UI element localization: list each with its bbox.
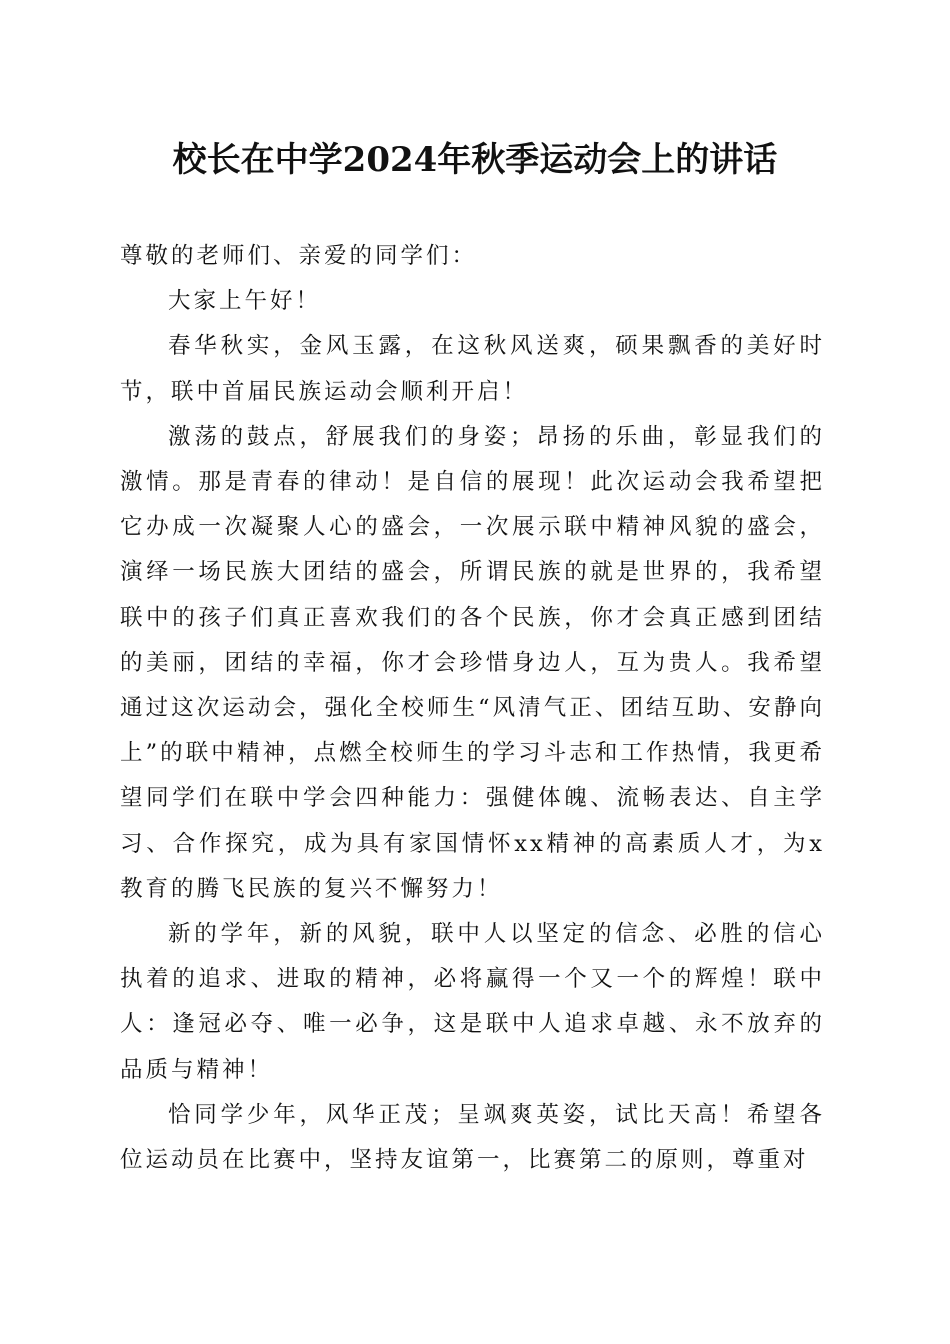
paragraph-greeting: 大家上午好！ — [168, 288, 322, 315]
paragraph-opening: 春华秋实，金风玉露，在这秋风送爽，硕果飘香的美好时节，联中首届民族运动会顺利开启！ — [120, 333, 825, 405]
salutation: 尊敬的老师们、亲爱的同学们： — [120, 243, 478, 269]
document-title: 校长在中学2024年秋季运动会上的讲话 — [172, 140, 778, 180]
document-body — [120, 234, 825, 1183]
paragraph-hopes: 激荡的鼓点，舒展我们的身姿；昂扬的乐曲，彰显我们的激情。那是青春的律动！是自信的展现！此次运动会我希望把它办成一次凝聚人心的盛会，一次展示联中精神风貌的盛会，演绎一场民族大团结的盛会，所谓民族的就是世界的，我希望联中的孩子们真正喜欢我们的各个民族，你才会真正感到团结的美丽，团结的幸福，你才会珍惜身边人，互为贵人。我希望通过这次运动会，强化全校师生“风清气正、团结互助、安静向上”的联中精神，点燃全校师生的学习斗志和工作热情，我更希望同学们在联中学会四种能力：强健体魄、流畅表达、自主学习、合作探究，成为具有家国情怀xx精神的高素质人才，为x教育的腾飞民族的复兴不懈努力！ — [120, 423, 825, 902]
paragraph-new-year: 新的学年，新的风貌，联中人以坚定的信念、必胜的信心执着的追求、进取的精神，必将赢得一个又一个的辉煌！联中人：逢冠必夺、唯一必争，这是联中人追求卓越、永不放弃的品质与精神！ — [120, 921, 825, 1083]
paragraph-athletes: 恰同学少年，风华正茂；呈飒爽英姿，试比天高！希望各位运动员在比赛中，坚持友谊第一，比赛第二的原则，尊重对 — [120, 1101, 825, 1174]
